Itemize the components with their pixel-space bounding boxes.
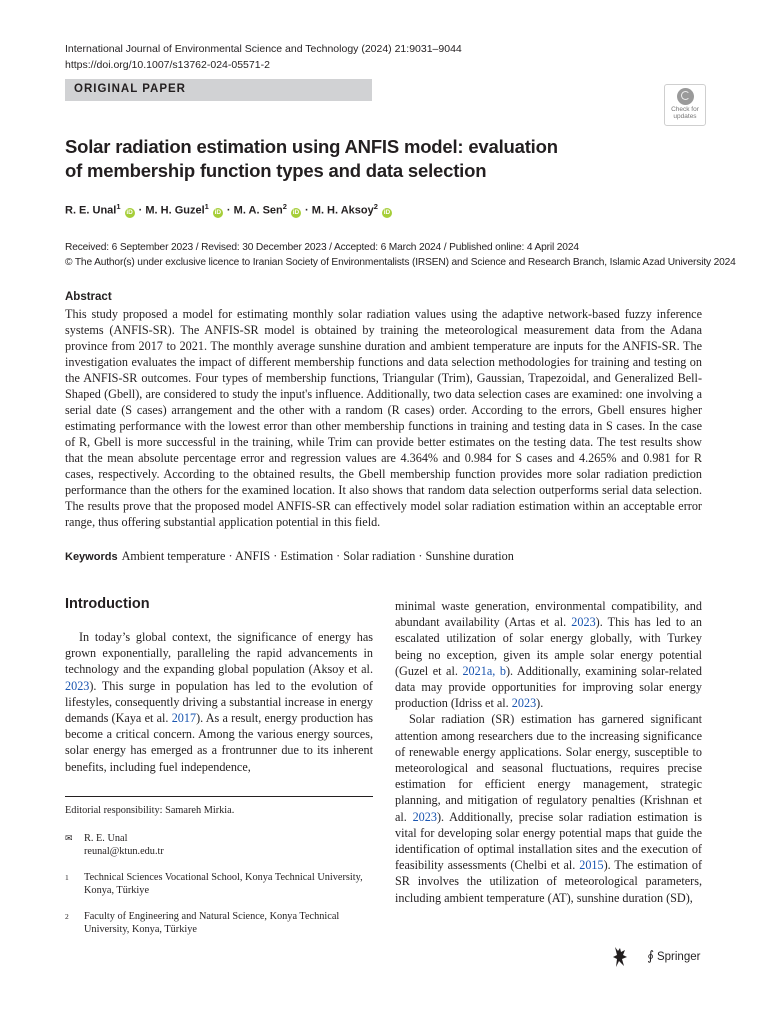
article-type-label: ORIGINAL PAPER <box>74 83 186 95</box>
publication-history <box>65 240 736 270</box>
author-affiliation: 2 <box>373 202 378 211</box>
springer-wordmark-icon: ∮ <box>647 948 654 964</box>
author-name: M. H. Aksoy <box>311 204 374 217</box>
citation-link[interactable]: 2023 <box>511 696 537 711</box>
intro-paragraph: Solar radiation (SR) estimation has garnered significant attention among researchers due to the increasing significance of renewable energy applications. Solar energy, susceptible to meteorological and seasonal fluctuations, requires precise estimation for efficient energy management, strategic planning, and mitigation of regulatory penalties (Krishnan et al. 2023). Additionally, precise solar radiation estimation is vital for developing solar energy potential maps that guide the identification of optimal installation sites and the execution of feasibility assessments (Chelbi et al. 2015). The estimation of SR involves the utilization of meteorological parameters, including ambient temperature (AT), sunshine duration (SD), <box>395 712 703 905</box>
intro-paragraph: minimal waste generation, environmental compatibility, and abundant availability (Artas et al. 2023). This has led to an escalated utilization of solar energy globally, with Turkey being no exception, given its ample solar energy potential (Guzel et al. 2021a, b). Additionally, examining solar-related data may provide opportunities for improving solar energy production (Idriss et al. 2023). <box>395 599 702 711</box>
citation-link[interactable]: 2021a, b <box>462 663 506 678</box>
author-separator: · <box>223 204 234 217</box>
author-separator: · <box>135 204 146 217</box>
dates-line: Received: 6 September 2023 / Revised: 30 December 2023 / Accepted: 6 March 2024 / Published online: 4 April 2024 <box>65 242 579 253</box>
check-for-updates-badge[interactable] <box>664 84 706 126</box>
orcid-icon[interactable]: iD <box>126 208 133 216</box>
keywords-text: Ambient temperature · ANFIS · Estimation · Solar radiation · Sunshine duration <box>121 549 514 563</box>
corresponding-email[interactable]: reunal@ktun.edu.tr <box>84 846 164 857</box>
author-affiliation: 1 <box>204 202 209 211</box>
affiliation-item <box>65 871 373 898</box>
abstract-heading: Abstract <box>65 291 112 303</box>
envelope-icon: ✉ <box>65 832 73 843</box>
citation-link[interactable]: 2023 <box>412 809 437 824</box>
copyright-line: © The Author(s) under exclusive licence to Iranian Society of Environmentalists (IRSEN) and Science and Research Branch, Islamic Azad University 2024 <box>65 257 736 268</box>
editorial-note: Editorial responsibility: Samareh Mirkia. <box>65 805 235 816</box>
affiliation-text: Faculty of Engineering and Natural Science, Konya Technical University, Konya, Türkiye <box>84 910 340 935</box>
citation-link[interactable]: 2017 <box>171 711 197 726</box>
body-column-left <box>65 629 373 775</box>
publisher-name: Springer <box>656 951 701 964</box>
body-column-right <box>395 598 702 906</box>
orcid-icon[interactable]: iD <box>214 208 222 216</box>
check-updates-line2: updates <box>673 113 697 120</box>
publisher-logo <box>612 946 700 968</box>
introduction-heading: Introduction <box>65 596 150 612</box>
keywords-label: Keywords <box>65 551 118 563</box>
article-type-badge <box>65 79 372 101</box>
check-updates-line1: Check for <box>671 106 699 113</box>
title-line: Solar radiation estimation using ANFIS model: evaluation <box>65 136 558 157</box>
corresponding-author <box>65 832 373 859</box>
footnotes <box>65 804 373 937</box>
corresponding-name: R. E. Unal <box>84 832 128 844</box>
check-updates-icon <box>677 88 694 105</box>
author-affiliation: 1 <box>116 202 121 211</box>
title-line: of membership function types and data selection <box>65 160 487 181</box>
abstract-text: This study proposed a model for estimating monthly solar radiation values using the adaptive network-based fuzzy inference systems (ANFIS-SR). The ANFIS-SR model is obtained by training the meteorological measurement data from the Adana province from 2017 to 2021. The monthly average sunshine duration and ambient temperature are inputs for the ANFIS-SR. The investigation evaluates the impact of different membership functions and data selection methodologies for training and testing on the ANFIS-SR outcomes. Four types of membership functions, Triangular (Trim), Gaussian, Trapezoidal, and Generalized Bell-Shaped (Gbell), are considered to study the input's influence. Additionally, two data selection cases are examined: one involving a serial date (S cases) arrangement and the other with a random (R cases) order. According to the errors, Gbell ensures higher estimating performance with the lowest error than other membership functions in training and testing data in S cases. In the case of R, Gbell is more successful in the training, while Trim can provide better estimates on the testing data. The test results show that the mean absolute percentage error and regression values are 4.364% and 0.984 for S cases and 4.265% and 0.981 for R cases, respectively. According to the obtained results, the Gbell membership function provides more solar radiation prediction performance than the others for the examined location. It also shows that random data selection outperforms serial data selection. The results prove that the proposed model ANFIS-SR can effectively model solar radiation estimation within an acceptable error range, thus offering substantial application potential in this field. <box>65 307 702 529</box>
affiliation-item <box>65 910 373 937</box>
citation-link[interactable]: 2023 <box>65 678 90 693</box>
author-name: M. H. Guzel <box>145 204 205 217</box>
keywords <box>65 549 514 564</box>
affiliation-number: 1 <box>65 872 69 882</box>
orcid-icon[interactable]: iD <box>383 208 391 216</box>
author-list <box>65 202 393 218</box>
citation-link[interactable]: 2023 <box>571 615 596 630</box>
author-separator: · <box>302 204 312 217</box>
orcid-icon[interactable]: iD <box>292 208 300 216</box>
author-name: M. A. Sen <box>233 204 283 217</box>
citation-link[interactable]: 2015 <box>579 858 604 873</box>
journal-header <box>65 41 462 73</box>
affiliation-number: 2 <box>65 911 69 921</box>
author-name: R. E. Unal <box>65 204 117 217</box>
intro-paragraph: In today’s global context, the significance of energy has grown exponentially, paralleling the rapid advancements in technology and the expanding global population (Aksoy et al. 2023). This surge in population has led to the evolution of lifestyles, consequently driving a substantial increase in energy demands (Kaya et al. 2017). As a result, energy production has become a critical concern. Among the various energy sources, solar energy has emerged as a frontrunner due to its inherent benefits, including fuel independence, <box>65 630 374 774</box>
affiliation-text: Technical Sciences Vocational School, Konya Technical University, Konya, Türkiye <box>84 871 363 896</box>
doi-link[interactable]: https://doi.org/10.1007/s13762-024-05571-2 <box>65 59 270 71</box>
article-title <box>65 135 625 183</box>
journal-citation: International Journal of Environmental Science and Technology (2024) 21:9031–9044 <box>65 43 462 55</box>
footnote-divider <box>65 796 373 797</box>
author-affiliation: 2 <box>282 202 287 211</box>
springer-horse-icon <box>612 946 628 968</box>
